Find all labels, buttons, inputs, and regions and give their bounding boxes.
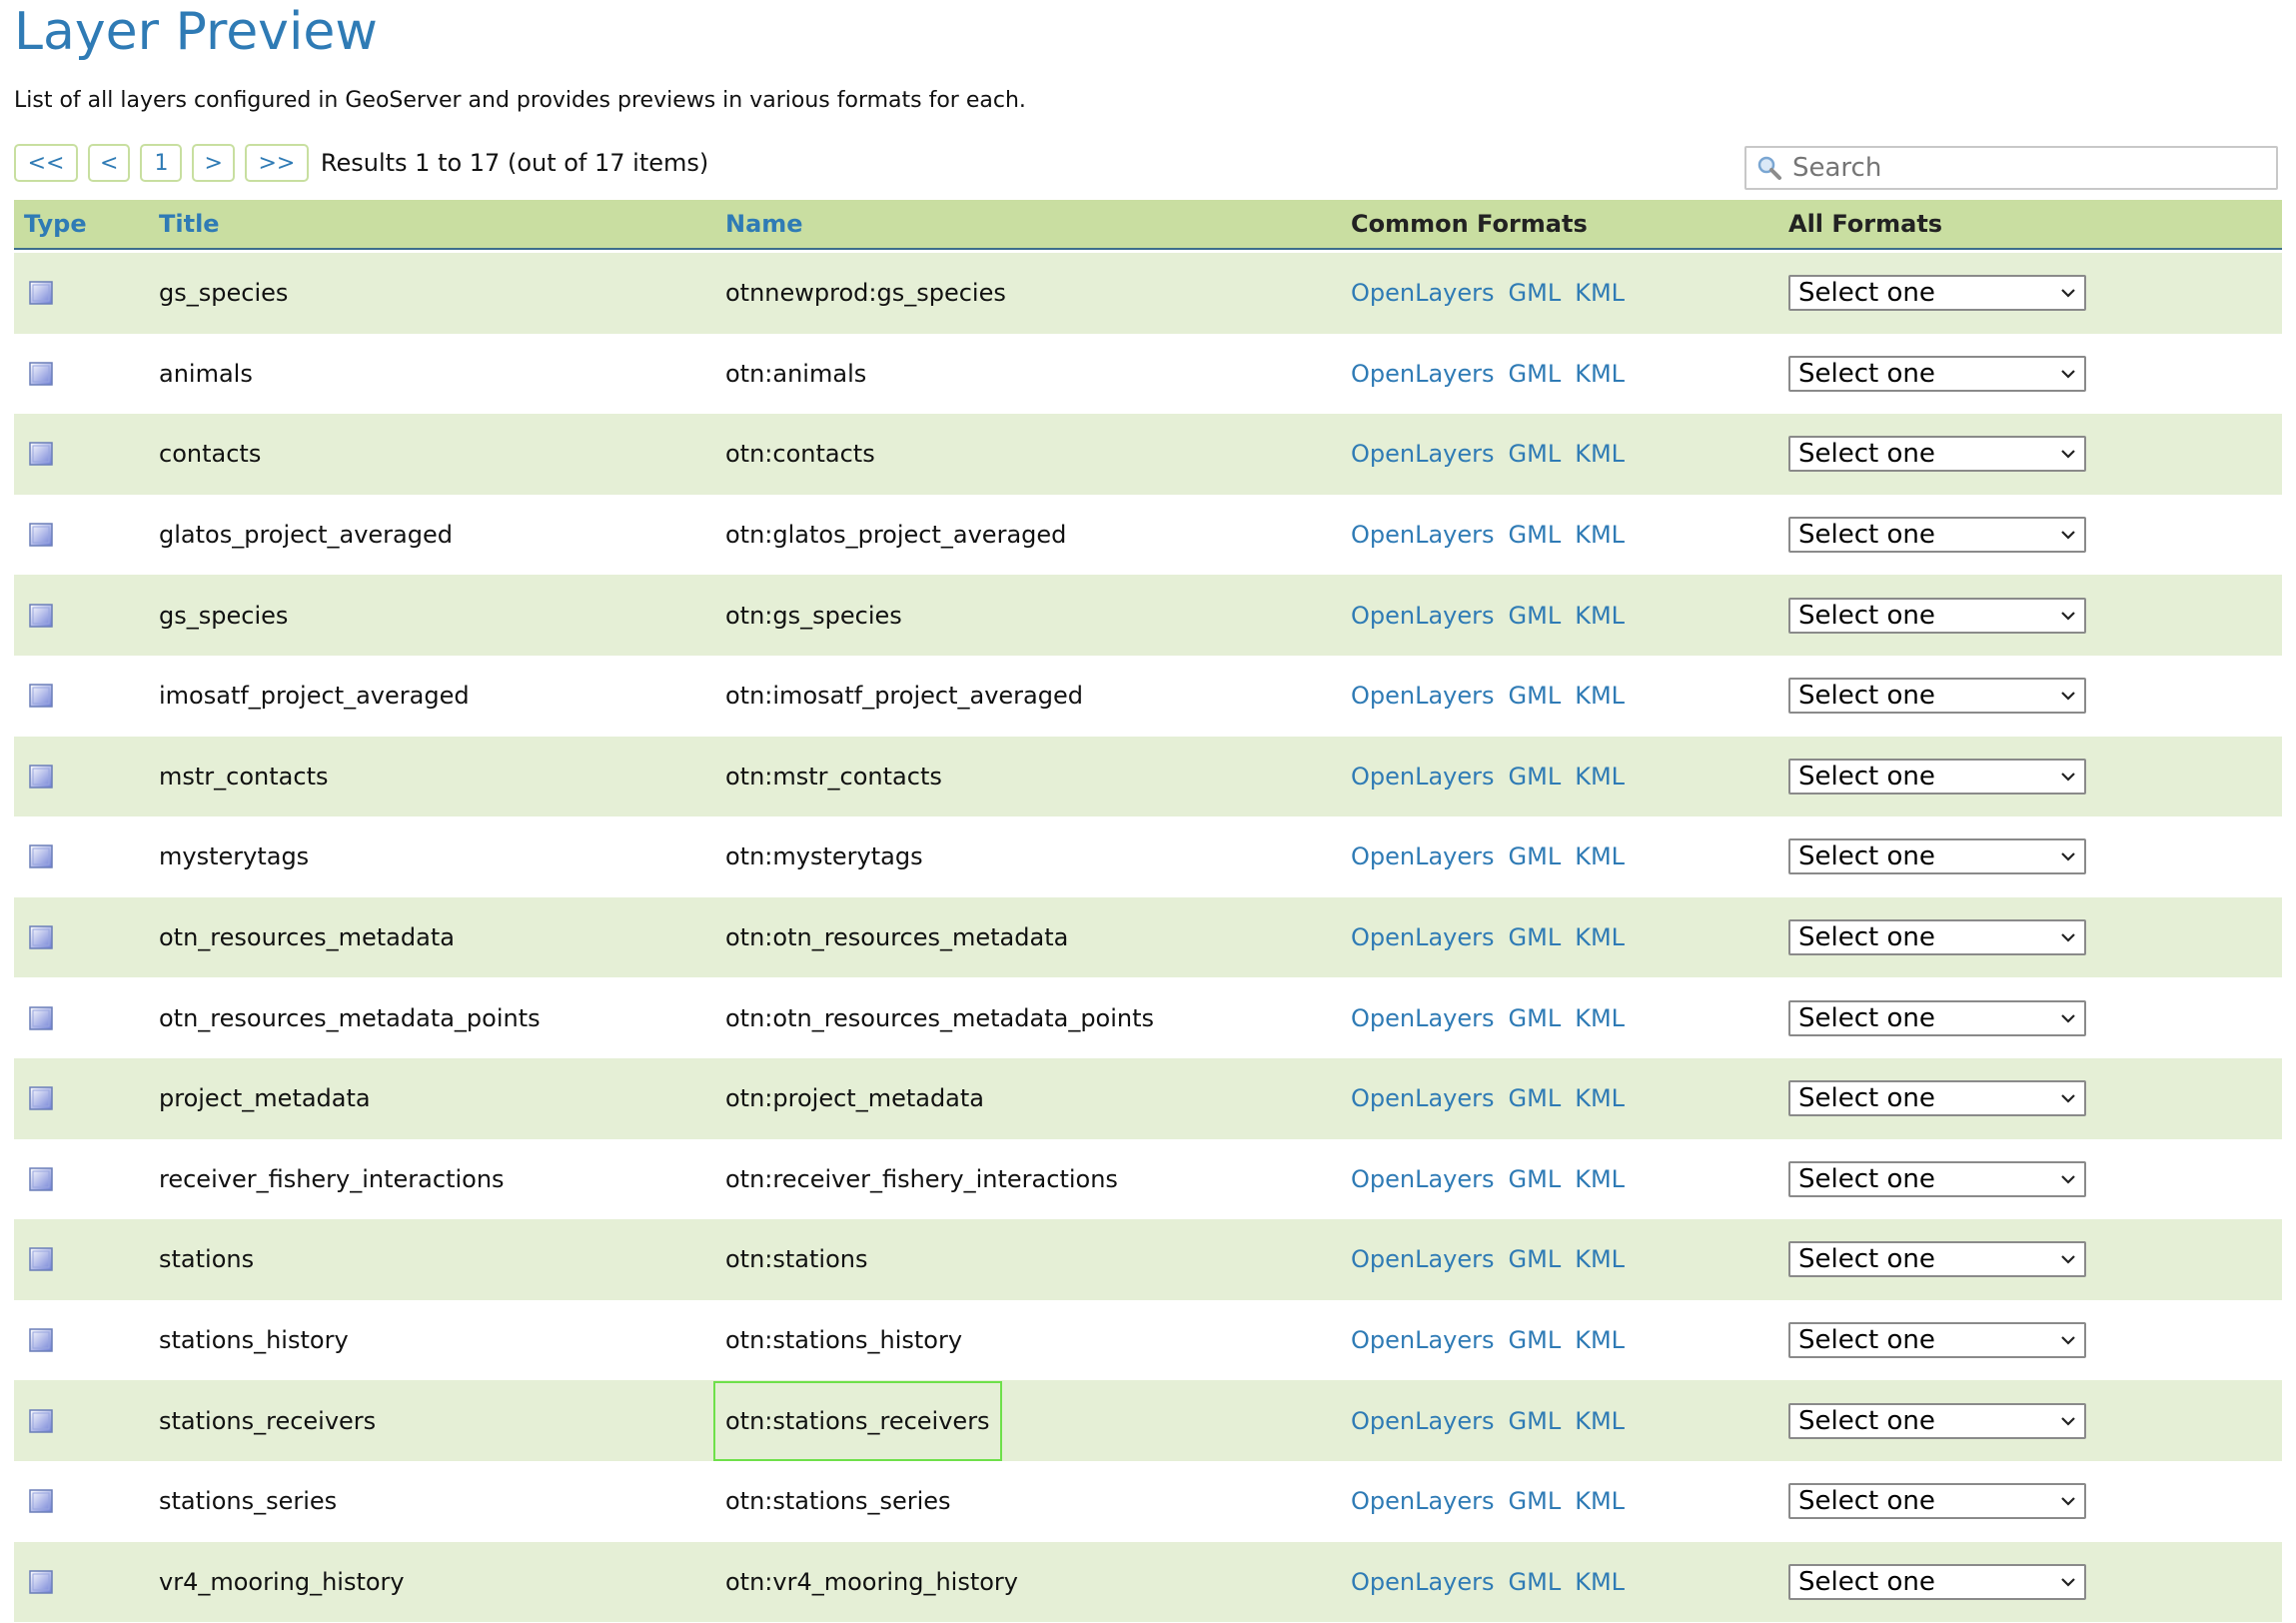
layer-name: otn:gs_species [725,601,902,630]
magnifier-icon [1756,155,1782,181]
all-formats-select[interactable] [1788,838,2086,874]
all-formats-select[interactable] [1788,1161,2086,1197]
layer-name: otn:imosatf_project_averaged [725,682,1083,711]
common-formats [1351,682,1639,710]
layer-name: otn:glatos_project_averaged [725,521,1067,550]
common-formats [1351,1568,1639,1596]
select-value: Select one [1798,1405,1935,1436]
all-formats-select[interactable] [1788,1403,2086,1439]
common-formats [1351,1165,1639,1193]
gml-link[interactable]: GML [1508,762,1562,791]
layer-title: receiver_fishery_interactions [159,1164,505,1193]
layer-name: otn:stations [725,1245,868,1274]
select-value: Select one [1798,1486,1935,1517]
gml-link[interactable]: GML [1508,521,1562,550]
chevron-down-icon [2060,771,2076,783]
layer-name: otn:animals [725,359,867,388]
kml-link[interactable]: KML [1575,601,1626,630]
select-value: Select one [1798,1244,1935,1275]
kml-link[interactable]: KML [1575,279,1626,308]
kml-link[interactable]: KML [1575,842,1626,871]
table-row [14,1219,2282,1300]
layer-type-icon [28,1327,54,1353]
all-formats-select[interactable] [1788,1080,2086,1116]
column-all-formats: All Formats [1788,210,1943,238]
next-page-button[interactable]: > [192,144,234,182]
openlayers-link[interactable]: OpenLayers [1351,1164,1495,1193]
select-value: Select one [1798,922,1935,953]
layer-type-icon [28,1488,54,1514]
select-value: Select one [1798,761,1935,792]
layer-title: imosatf_project_averaged [159,682,470,711]
gml-link[interactable]: GML [1508,601,1562,630]
chevron-down-icon [2060,1576,2076,1588]
layer-type-icon [28,1005,54,1031]
pagination [14,143,708,183]
openlayers-link[interactable]: OpenLayers [1351,1567,1495,1596]
layer-type-icon [28,843,54,869]
all-formats-select[interactable] [1788,919,2086,955]
table-row [14,1300,2282,1381]
openlayers-link[interactable]: OpenLayers [1351,1003,1495,1032]
gml-link[interactable]: GML [1508,1084,1562,1113]
layer-name: otn:mstr_contacts [725,762,942,791]
common-formats [1351,1084,1639,1112]
kml-link[interactable]: KML [1575,682,1626,711]
layer-name: otn:stations_receivers [715,1383,1000,1459]
layer-name: otn:stations_series [725,1487,951,1516]
layer-type-icon [28,361,54,387]
openlayers-link[interactable]: OpenLayers [1351,762,1495,791]
table-row [14,656,2282,737]
all-formats-select[interactable] [1788,759,2086,795]
table-row [14,737,2282,817]
all-formats-select[interactable] [1788,517,2086,553]
column-title[interactable]: Title [159,210,220,238]
openlayers-link[interactable]: OpenLayers [1351,359,1495,388]
layer-type-icon [28,1246,54,1272]
select-value: Select one [1798,1163,1935,1194]
table-row [14,1461,2282,1542]
kml-link[interactable]: KML [1575,440,1626,469]
table-header [14,200,2282,250]
layer-name: otn:contacts [725,440,875,469]
results-count: Results 1 to 17 (out of 17 items) [320,149,709,177]
common-formats [1351,279,1639,307]
layer-title: mstr_contacts [159,762,329,791]
chevron-down-icon [2060,529,2076,541]
table-row [14,1139,2282,1220]
common-formats [1351,1245,1639,1273]
all-formats-select[interactable] [1788,1241,2086,1277]
table-row [14,495,2282,576]
page-description: List of all layers configured in GeoServer and provides previews in various formats for each. [14,88,1026,113]
common-formats [1351,1004,1639,1032]
layer-name: otnnewprod:gs_species [725,279,1006,308]
gml-link[interactable]: GML [1508,923,1562,952]
kml-link[interactable]: KML [1575,1326,1626,1355]
layer-title: contacts [159,440,262,469]
prev-page-button[interactable]: < [88,144,130,182]
chevron-down-icon [2060,448,2076,460]
all-formats-select[interactable] [1788,678,2086,714]
layer-type-icon [28,924,54,950]
kml-link[interactable]: KML [1575,1406,1626,1435]
kml-link[interactable]: KML [1575,1245,1626,1274]
layer-title: vr4_mooring_history [159,1567,405,1596]
layer-title: otn_resources_metadata [159,923,455,952]
gml-link[interactable]: GML [1508,1406,1562,1435]
openlayers-link[interactable]: OpenLayers [1351,682,1495,711]
chevron-down-icon [2060,287,2076,299]
openlayers-link[interactable]: OpenLayers [1351,1326,1495,1355]
search-input[interactable] [1790,152,2264,184]
openlayers-link[interactable]: OpenLayers [1351,521,1495,550]
layer-title: stations_receivers [159,1406,377,1435]
layer-name: otn:otn_resources_metadata [725,923,1069,952]
common-formats [1351,1407,1639,1435]
all-formats-select[interactable] [1788,356,2086,392]
layer-title: animals [159,359,253,388]
layer-title: mysterytags [159,842,310,871]
table-row [14,253,2282,334]
chevron-down-icon [2060,850,2076,862]
gml-link[interactable]: GML [1508,1164,1562,1193]
common-formats [1351,923,1639,951]
chevron-down-icon [2060,610,2076,622]
table-row [14,977,2282,1058]
kml-link[interactable]: KML [1575,1164,1626,1193]
gml-link[interactable]: GML [1508,1326,1562,1355]
first-page-button[interactable]: << [14,144,78,182]
column-type[interactable]: Type [24,210,87,238]
table-row [14,1380,2282,1461]
gml-link[interactable]: GML [1508,1003,1562,1032]
layer-type-icon [28,280,54,306]
select-value: Select one [1798,1325,1935,1356]
openlayers-link[interactable]: OpenLayers [1351,279,1495,308]
kml-link[interactable]: KML [1575,1567,1626,1596]
layer-type-icon [28,441,54,467]
kml-link[interactable]: KML [1575,762,1626,791]
gml-link[interactable]: GML [1508,440,1562,469]
last-page-button[interactable]: >> [245,144,309,182]
table-row [14,1542,2282,1623]
gml-link[interactable]: GML [1508,682,1562,711]
select-value: Select one [1798,1002,1935,1033]
table-row [14,414,2282,495]
all-formats-select[interactable] [1788,598,2086,634]
layer-type-icon [28,603,54,629]
layer-title: gs_species [159,279,289,308]
layer-title: stations_series [159,1487,338,1516]
kml-link[interactable]: KML [1575,1487,1626,1516]
chevron-down-icon [2060,368,2076,380]
layer-type-icon [28,1408,54,1434]
select-value: Select one [1798,439,1935,470]
openlayers-link[interactable]: OpenLayers [1351,842,1495,871]
select-value: Select one [1798,278,1935,309]
kml-link[interactable]: KML [1575,1084,1626,1113]
layer-name: otn:receiver_fishery_interactions [725,1164,1118,1193]
gml-link[interactable]: GML [1508,279,1562,308]
layers-table-body [14,253,2282,1622]
layer-title: project_metadata [159,1084,371,1113]
openlayers-link[interactable]: OpenLayers [1351,1084,1495,1113]
layer-type-icon [28,683,54,709]
kml-link[interactable]: KML [1575,1003,1626,1032]
common-formats [1351,1326,1639,1354]
all-formats-select[interactable] [1788,1564,2086,1600]
column-common-formats: Common Formats [1351,210,1588,238]
all-formats-select[interactable] [1788,1000,2086,1036]
table-row [14,334,2282,415]
openlayers-link[interactable]: OpenLayers [1351,1487,1495,1516]
layer-name: otn:project_metadata [725,1084,985,1113]
table-row [14,897,2282,978]
select-value: Select one [1798,1566,1935,1597]
chevron-down-icon [2060,690,2076,702]
chevron-down-icon [2060,1495,2076,1507]
select-value: Select one [1798,600,1935,631]
common-formats [1351,360,1639,388]
common-formats [1351,842,1639,870]
table-row [14,816,2282,897]
layer-name: otn:mysterytags [725,842,923,871]
gml-link[interactable]: GML [1508,842,1562,871]
layer-type-icon [28,522,54,548]
layer-name: otn:stations_history [725,1326,963,1355]
openlayers-link[interactable]: OpenLayers [1351,1406,1495,1435]
openlayers-link[interactable]: OpenLayers [1351,440,1495,469]
openlayers-link[interactable]: OpenLayers [1351,923,1495,952]
all-formats-select[interactable] [1788,1483,2086,1519]
select-value: Select one [1798,841,1935,872]
kml-link[interactable]: KML [1575,521,1626,550]
layer-type-icon [28,1569,54,1595]
common-formats [1351,1487,1639,1515]
page-title: Layer Preview [14,2,378,62]
gml-link[interactable]: GML [1508,1245,1562,1274]
common-formats [1351,440,1639,468]
gml-link[interactable]: GML [1508,359,1562,388]
common-formats [1351,602,1639,630]
layer-name: otn:vr4_mooring_history [725,1567,1019,1596]
select-value: Select one [1798,520,1935,551]
all-formats-select[interactable] [1788,275,2086,311]
chevron-down-icon [2060,931,2076,943]
all-formats-select[interactable] [1788,436,2086,472]
layer-title: otn_resources_metadata_points [159,1003,541,1032]
layer-title: glatos_project_averaged [159,521,453,550]
chevron-down-icon [2060,1173,2076,1185]
kml-link[interactable]: KML [1575,359,1626,388]
column-name[interactable]: Name [725,210,803,238]
chevron-down-icon [2060,1012,2076,1024]
select-value: Select one [1798,681,1935,712]
openlayers-link[interactable]: OpenLayers [1351,601,1495,630]
gml-link[interactable]: GML [1508,1567,1562,1596]
common-formats [1351,763,1639,791]
chevron-down-icon [2060,1415,2076,1427]
layer-type-icon [28,764,54,790]
select-value: Select one [1798,358,1935,389]
layer-title: stations [159,1245,255,1274]
search-box[interactable] [1744,146,2278,190]
all-formats-select[interactable] [1788,1322,2086,1358]
chevron-down-icon [2060,1253,2076,1265]
openlayers-link[interactable]: OpenLayers [1351,1245,1495,1274]
layer-title: gs_species [159,601,289,630]
chevron-down-icon [2060,1334,2076,1346]
gml-link[interactable]: GML [1508,1487,1562,1516]
kml-link[interactable]: KML [1575,923,1626,952]
common-formats [1351,521,1639,549]
layer-type-icon [28,1166,54,1192]
table-row [14,1058,2282,1139]
chevron-down-icon [2060,1092,2076,1104]
select-value: Select one [1798,1083,1935,1114]
page-1-button[interactable]: 1 [140,144,182,182]
table-row [14,575,2282,656]
layer-title: stations_history [159,1326,349,1355]
layer-type-icon [28,1085,54,1111]
layer-name: otn:otn_resources_metadata_points [725,1003,1155,1032]
